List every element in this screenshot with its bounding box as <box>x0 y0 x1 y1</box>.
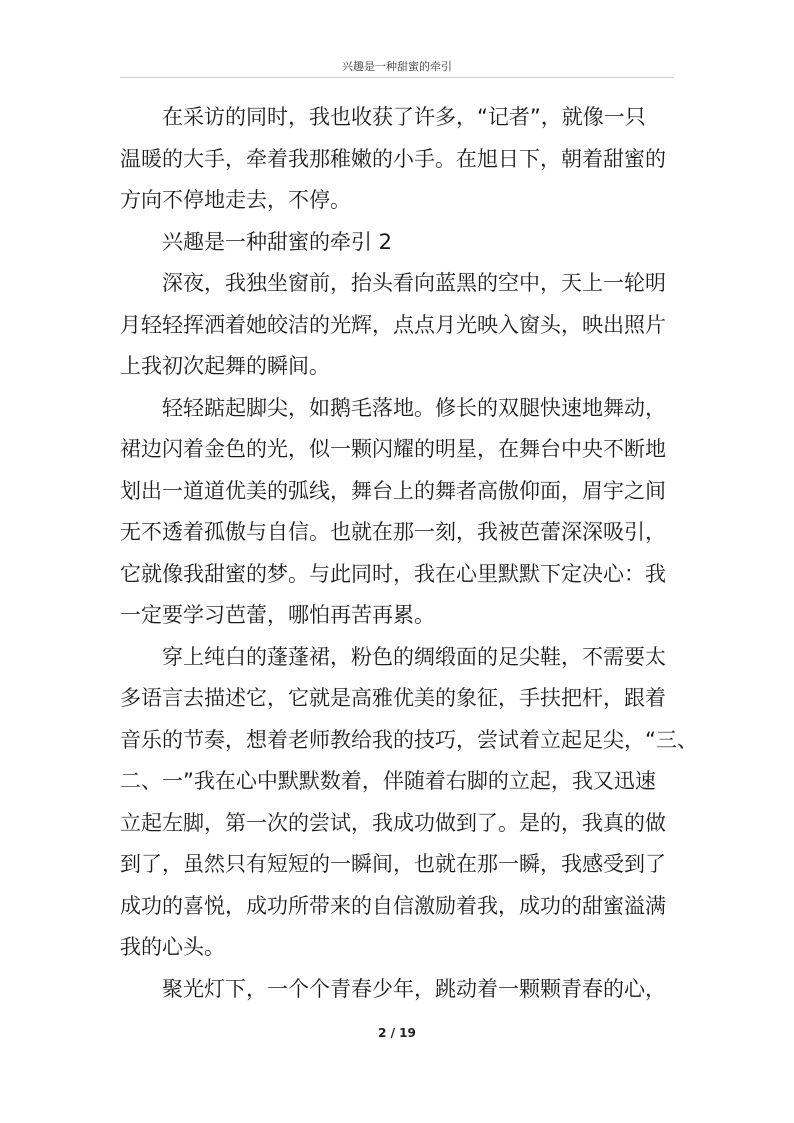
paragraph <box>120 263 690 388</box>
text-line: 立起左脚，第一次的尝试，我成功做到了。是的，我真的做 <box>120 810 666 835</box>
text-line: 成功的喜悦，成功所带来的自信激励着我，成功的甜蜜溢满 <box>120 893 666 918</box>
text-line: 在采访的同时，我也收获了许多，“记者”，就像一只 <box>162 105 646 129</box>
text-line: 二、一”我在心中默默数着，伴随着右脚的立起，我又迅速 <box>120 769 656 793</box>
text-line: 温暖的大手，牵着我那稚嫩的小手。在旭日下，朝着甜蜜的 <box>120 146 666 171</box>
text-line: 一定要学习芭蕾，哪怕再苦再累。 <box>120 603 435 627</box>
text-line: 多语言去描述它，它就是高雅优美的象征，手扶把杆，跟着 <box>120 686 666 710</box>
paragraph <box>120 969 690 1011</box>
header-divider <box>120 77 674 78</box>
text-line: 上我初次起舞的瞬间。 <box>120 354 330 378</box>
text-line: 划出一道道优美的弧线，舞台上的舞者高傲仰面，眉宇之间 <box>120 478 666 503</box>
heading-line: 兴趣是一种甜蜜的牵引 2 <box>162 229 393 254</box>
text-line: 深夜，我独坐窗前，抬头看向蓝黑的空中，天上一轮明 <box>162 271 666 295</box>
text-line: 轻轻踮起脚尖，如鹅毛落地。修长的双腿快速地舞动， <box>162 395 666 420</box>
text-line: 月轻轻挥洒着她皎洁的光辉，点点月光映入窗头，映出照片 <box>120 312 666 337</box>
text-line: 它就像我甜蜜的梦。与此同时，我在心里默默下定决心：我 <box>120 561 666 586</box>
body-text <box>120 97 698 1010</box>
text-line: 到了，虽然只有短短的一瞬间，也就在那一瞬，我感受到了 <box>120 852 666 876</box>
page-number: 2 / 19 <box>378 1026 416 1040</box>
paragraph <box>120 388 690 637</box>
text-line: 方向不停地走去，不停。 <box>120 188 351 212</box>
section-heading <box>120 222 690 264</box>
text-line: 聚光灯下，一个个青春少年，跳动着一颗颗青春的心， <box>162 976 666 1001</box>
paragraph <box>120 97 690 222</box>
text-line: 音乐的节奏，想着老师教给我的技巧，尝试着立起足尖，“三、 <box>120 727 698 752</box>
text-line: 无不透着孤傲与自信。也就在那一刻，我被芭蕾深深吸引， <box>120 520 666 544</box>
text-line: 穿上纯白的蓬蓬裙，粉色的绸缎面的足尖鞋，不需要太 <box>162 644 666 669</box>
paragraph <box>120 637 698 969</box>
text-line: 裙边闪着金色的光，似一颗闪耀的明星，在舞台中央不断地 <box>120 437 666 461</box>
running-header: 兴趣是一种甜蜜的牵引 <box>342 60 452 73</box>
text-line: 我的心头。 <box>120 935 225 959</box>
